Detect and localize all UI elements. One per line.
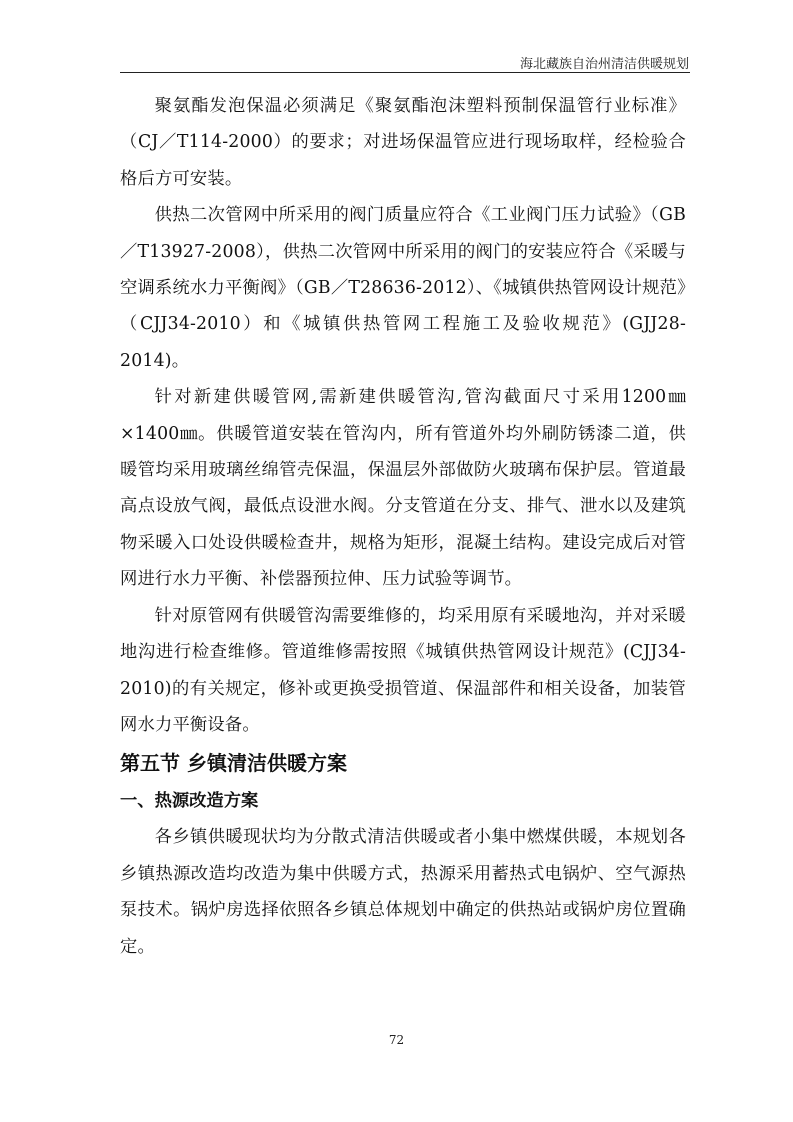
page-body [120,88,686,965]
paragraph-new-pipe-network: 针对新建供暖管网,需新建供暖管沟,管沟截面尺寸采用1200㎜×1400㎜。供暖管道安装在管沟内，所有管道外均外刷防锈漆二道，供暖管均采用玻璃丝绵管壳保温，保温层外部做防火玻璃布保护层。管道最高点设放气阀，最低点设泄水阀。分支管道在分支、排气、泄水以及建筑物采暖入口处设供暖检查井，规格为矩形，混凝土结构。建设完成后对管网进行水力平衡、补偿器预拉伸、压力试验等调节。 [120,387,686,590]
paragraph-insulation-standard: 聚氨酯发泡保温必须满足《聚氨酯泡沫塑料预制保温管行业标准》（CJ／T114-2000）的要求；对进场保温管应进行现场取样，经检验合格后方可安装。 [120,96,686,189]
subsection-heading: 一、热源改造方案 [120,791,259,812]
paragraph-valve-standards: 供热二次管网中所采用的阀门质量应符合《工业阀门压力试验》（GB／T13927-2008），供热二次管网中所采用的阀门的安装应符合《采暖与空调系统水力平衡阀》（GB／T28636-2012）、《城镇供热管网设计规范》（CJJ34-2010）和《城镇供热管网工程施工及验收规范》(GJJ28-2014)。 [120,205,686,371]
section-heading: 第五节 乡镇清洁供暖方案 [120,751,347,776]
page-number: 72 [388,1033,405,1047]
running-header-title: 海北藏族自治州清洁供暖规划 [519,57,689,72]
paragraph-existing-network-repair: 针对原管网有供暖管沟需要维修的，均采用原有采暖地沟，并对采暖地沟进行检查维修。管道维修需按照《城镇供热管网设计规范》(CJJ34-2010)的有关规定，修补或更换受损管道、保温部件和相关设备，加装管网水力平衡设备。 [120,605,686,735]
header-divider [120,72,690,73]
paragraph-heat-source-plan: 各乡镇供暖现状均为分散式清洁供暖或者小集中燃煤供暖，本规划各乡镇热源改造均改造为集中供暖方式，热源采用蓄热式电锅炉、空气源热泵技术。锅炉房选择依照各乡镇总体规划中确定的供热站或锅炉房位置确定。 [120,827,686,957]
